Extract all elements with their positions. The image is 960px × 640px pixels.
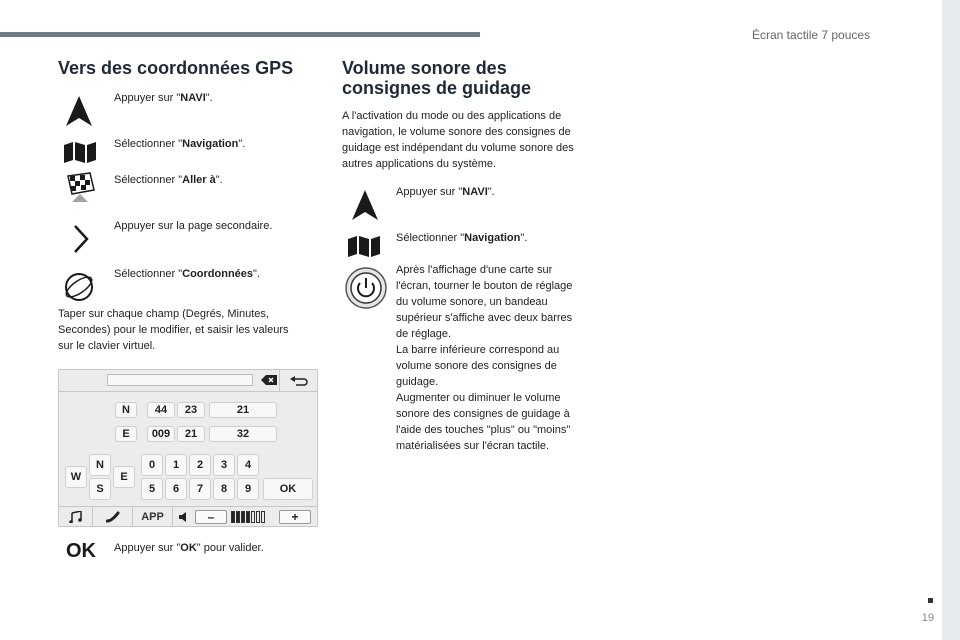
chapter-title: Écran tactile 7 pouces xyxy=(752,28,871,42)
navigation-map-icon xyxy=(347,235,381,257)
phone-button[interactable] xyxy=(93,507,133,527)
checkered-flag-icon xyxy=(64,172,98,204)
digit-key[interactable]: 5 xyxy=(141,478,163,500)
digit-key[interactable]: 7 xyxy=(189,478,211,500)
digit-key[interactable]: 4 xyxy=(237,454,259,476)
step-coordonnees: Sélectionner "Coordonnées". xyxy=(114,268,260,280)
section-heading-volume: Volume sonore des consignes de guidage xyxy=(342,58,532,98)
keypad-ok-button[interactable]: OK xyxy=(263,478,313,500)
step-aller-a: Sélectionner "Aller à". xyxy=(114,174,223,186)
step-ok-validate: Appuyer sur "OK" pour valider. xyxy=(114,542,264,554)
step-navigation: Sélectionner "Navigation". xyxy=(114,138,246,150)
longitude-degrees-field[interactable]: 009 xyxy=(147,426,175,442)
volume-segment xyxy=(251,511,255,523)
compass-west-key[interactable]: W xyxy=(65,466,87,488)
digit-key[interactable]: 6 xyxy=(165,478,187,500)
step-navi-right: Appuyer sur "NAVI". xyxy=(396,186,495,198)
globe-coordinates-icon xyxy=(62,270,96,304)
page-number: 19 xyxy=(921,612,934,624)
step-navi: Appuyer sur "NAVI". xyxy=(114,92,213,104)
volume-segment xyxy=(256,511,260,523)
ok-icon: OK xyxy=(66,540,96,562)
backspace-icon[interactable] xyxy=(261,375,277,385)
gps-keypad-screen xyxy=(58,369,318,527)
longitude-seconds-field[interactable]: 32 xyxy=(209,426,277,442)
volume-segment xyxy=(246,511,250,523)
volume-knob-paragraph: Après l'affichage d'une carte sur l'écran, tourner le bouton de réglage du volume sonore, un bandeau supérieur s'affiche avec deux barres de réglage. La barre inférieure correspond au volume sonore des consignes de guidage. Augmenter ou diminuer le volume sonore des consignes de guidage à l'aide des touches "plus" ou "moins" matérialisées sur l'écran tactile. xyxy=(396,264,573,452)
digit-key[interactable]: 3 xyxy=(213,454,235,476)
music-note-icon xyxy=(69,511,83,523)
volume-minus-button[interactable]: – xyxy=(195,510,227,524)
step-navigation-right: Sélectionner "Navigation". xyxy=(396,232,528,244)
return-arrow-icon xyxy=(290,375,308,387)
coordinate-entry-field[interactable] xyxy=(107,374,253,386)
phone-icon xyxy=(106,511,120,523)
chevron-right-icon xyxy=(72,224,90,254)
volume-segment xyxy=(261,511,265,523)
latitude-minutes-field[interactable]: 23 xyxy=(177,402,205,418)
keypad-bottom-bar xyxy=(59,506,317,527)
digit-key[interactable]: 1 xyxy=(165,454,187,476)
latitude-degrees-field[interactable]: 44 xyxy=(147,402,175,418)
longitude-direction-field[interactable]: E xyxy=(115,426,137,442)
back-button[interactable] xyxy=(279,370,317,392)
speaker-icon xyxy=(179,511,189,523)
latitude-seconds-field[interactable]: 21 xyxy=(209,402,277,418)
music-button[interactable] xyxy=(59,507,93,527)
keypad-entry-row xyxy=(59,370,317,392)
header-rule xyxy=(0,32,480,37)
longitude-minutes-field[interactable]: 21 xyxy=(177,426,205,442)
compass-south-key[interactable]: S xyxy=(89,478,111,500)
digit-key[interactable]: 0 xyxy=(141,454,163,476)
digit-key[interactable]: 8 xyxy=(213,478,235,500)
apps-button[interactable]: APP xyxy=(133,507,173,527)
volume-knob-icon xyxy=(344,266,388,310)
volume-level-bar xyxy=(231,511,265,523)
digit-key[interactable]: 2 xyxy=(189,454,211,476)
compass-east-key[interactable]: E xyxy=(113,466,135,488)
navi-arrow-icon xyxy=(350,188,380,222)
volume-plus-button[interactable]: + xyxy=(279,510,311,524)
volume-segment xyxy=(236,511,240,523)
volume-segment xyxy=(241,511,245,523)
instruction-paragraph: Taper sur chaque champ (Degrés, Minutes, Secondes) pour le modifier, et saisir les valeurs sur le clavier virtuel. xyxy=(58,308,289,352)
latitude-direction-field[interactable]: N xyxy=(115,402,137,418)
volume-intro-paragraph: A l'activation du mode ou des applications de navigation, le volume sonore des consignes de guidage est indépendant du volume sonore des autres applications du système. xyxy=(342,110,574,170)
section-heading-gps: Vers des coordonnées GPS xyxy=(58,58,294,78)
continuation-marker xyxy=(928,598,933,603)
compass-north-key[interactable]: N xyxy=(89,454,111,476)
digit-key[interactable]: 9 xyxy=(237,478,259,500)
step-secondary-page: Appuyer sur la page secondaire. xyxy=(114,220,273,232)
navigation-map-icon xyxy=(63,141,97,163)
page-edge-bar xyxy=(942,0,960,640)
navi-arrow-icon xyxy=(64,94,94,128)
volume-segment xyxy=(231,511,235,523)
